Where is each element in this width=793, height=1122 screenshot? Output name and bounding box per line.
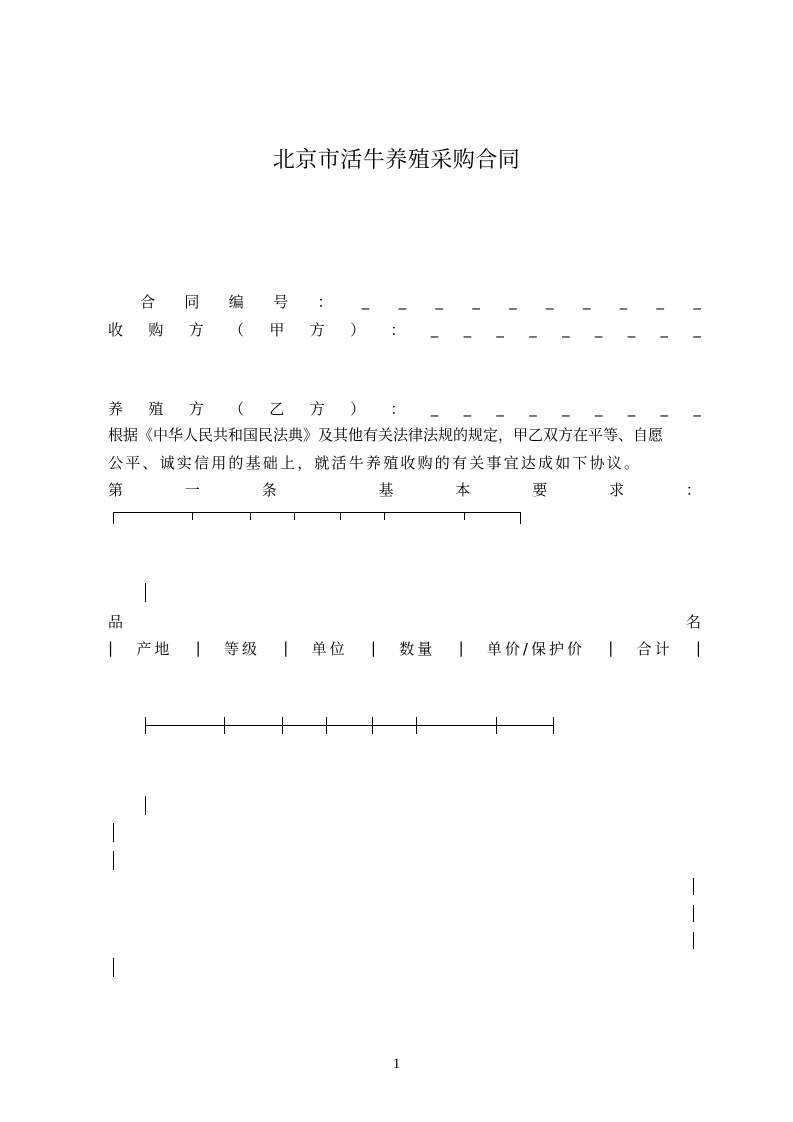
char: 方 bbox=[309, 320, 325, 339]
char: ： bbox=[390, 399, 406, 418]
blank[interactable]: _ bbox=[463, 399, 472, 417]
char: 要 bbox=[532, 480, 548, 499]
blank[interactable]: _ bbox=[463, 320, 472, 338]
header-unit: 单位 bbox=[311, 639, 348, 658]
blank[interactable]: _ bbox=[398, 292, 407, 310]
char: 求 bbox=[609, 480, 625, 499]
blank[interactable]: _ bbox=[619, 292, 628, 310]
blank[interactable]: _ bbox=[529, 399, 537, 417]
blank[interactable]: _ bbox=[693, 320, 701, 338]
char: 同 bbox=[184, 292, 200, 311]
table-separator: | bbox=[608, 639, 614, 657]
table-tick bbox=[250, 512, 251, 520]
table-tick bbox=[192, 512, 193, 520]
table-vertical-bar bbox=[693, 932, 694, 949]
table-vertical-bar bbox=[113, 958, 114, 977]
table-vertical-bar bbox=[693, 905, 694, 922]
blank[interactable]: _ bbox=[562, 320, 570, 338]
char: ） bbox=[350, 399, 366, 418]
char: 第 bbox=[108, 480, 124, 499]
blank[interactable]: _ bbox=[435, 292, 443, 310]
blank[interactable]: _ bbox=[594, 399, 603, 417]
page-number: 1 bbox=[392, 1056, 401, 1072]
blank[interactable]: _ bbox=[430, 320, 439, 338]
blank[interactable]: _ bbox=[546, 292, 554, 310]
char: 殖 bbox=[148, 399, 164, 418]
char: 号 bbox=[273, 292, 289, 311]
blank[interactable]: _ bbox=[529, 320, 537, 338]
header-total: 合计 bbox=[636, 639, 673, 658]
blank[interactable]: _ bbox=[430, 399, 439, 417]
header-quantity: 数量 bbox=[399, 639, 436, 658]
document-title: 北京市活牛养殖采购合同 bbox=[272, 148, 521, 173]
blank[interactable]: _ bbox=[660, 320, 669, 338]
char: ） bbox=[350, 320, 366, 339]
char: 养 bbox=[108, 399, 124, 418]
char: ： bbox=[317, 292, 333, 311]
table-tick bbox=[282, 717, 283, 734]
table-middle-line bbox=[145, 725, 553, 726]
table-tick bbox=[553, 717, 554, 734]
table-separator: | bbox=[283, 639, 289, 657]
char: （ bbox=[229, 399, 245, 418]
table-tick bbox=[340, 512, 341, 520]
header-origin: 产地 bbox=[136, 639, 173, 658]
table-separator: | bbox=[370, 639, 376, 657]
table-separator: | bbox=[458, 639, 464, 657]
char: 合 bbox=[140, 292, 156, 311]
blank[interactable]: _ bbox=[693, 399, 701, 417]
blank[interactable]: _ bbox=[361, 292, 370, 310]
table-top-line bbox=[113, 512, 520, 513]
table-separator: | bbox=[195, 639, 201, 657]
product-name-label-right: 名 bbox=[686, 613, 702, 631]
table-vertical-bar bbox=[145, 583, 146, 602]
char: ： bbox=[685, 480, 701, 499]
buyer-field bbox=[108, 318, 701, 340]
table-tick bbox=[294, 512, 295, 520]
table-header-row bbox=[108, 637, 701, 659]
char: 甲 bbox=[269, 320, 285, 339]
table-tick bbox=[145, 717, 146, 734]
article-one-heading bbox=[108, 478, 701, 500]
table-separator: | bbox=[108, 639, 114, 657]
char: 方 bbox=[188, 399, 204, 418]
table-separator: | bbox=[695, 639, 701, 657]
product-name-label-left: 品 bbox=[108, 613, 124, 631]
char: ： bbox=[390, 320, 406, 339]
blank[interactable]: _ bbox=[472, 292, 480, 310]
paragraph-line-2: 公平、诚实信用的基础上，就活牛养殖收购的有关事宜达成如下协议。 bbox=[108, 454, 642, 472]
char: 收 bbox=[108, 320, 124, 339]
char: 基 bbox=[378, 480, 394, 499]
table-vertical-bar bbox=[113, 823, 114, 842]
blank[interactable]: _ bbox=[627, 320, 636, 338]
char: 方 bbox=[188, 320, 204, 339]
char: 乙 bbox=[269, 399, 285, 418]
table-vertical-bar bbox=[693, 878, 694, 895]
table-vertical-bar bbox=[145, 796, 146, 815]
char: 本 bbox=[455, 480, 471, 499]
table-tick bbox=[326, 717, 327, 734]
table-tick bbox=[224, 717, 225, 734]
contract-number-field bbox=[140, 290, 701, 312]
blank[interactable]: _ bbox=[582, 292, 591, 310]
blank[interactable]: _ bbox=[562, 399, 570, 417]
table-tick bbox=[384, 512, 385, 520]
blank[interactable]: _ bbox=[627, 399, 636, 417]
char: 购 bbox=[148, 320, 164, 339]
header-unit-price: 单价/保护价 bbox=[486, 639, 585, 658]
table-tick bbox=[496, 717, 497, 734]
char: 条 bbox=[261, 480, 277, 499]
blank[interactable]: _ bbox=[594, 320, 603, 338]
char: 一 bbox=[184, 480, 200, 499]
blank[interactable]: _ bbox=[496, 320, 504, 338]
table-tick bbox=[372, 717, 373, 734]
blank[interactable]: _ bbox=[496, 399, 504, 417]
blank[interactable]: _ bbox=[656, 292, 665, 310]
blank[interactable]: _ bbox=[693, 292, 701, 310]
header-grade: 等级 bbox=[223, 639, 260, 658]
blank[interactable]: _ bbox=[660, 399, 669, 417]
breeder-field bbox=[108, 397, 701, 419]
blank[interactable]: _ bbox=[509, 292, 517, 310]
table-corner-left bbox=[113, 512, 114, 524]
table-corner-right bbox=[520, 512, 521, 524]
paragraph-line-1: 根据《中华人民共和国民法典》及其他有关法律法规的规定，甲乙双方在平等、自愿 bbox=[108, 426, 664, 444]
table-tick bbox=[416, 717, 417, 734]
char: （ bbox=[229, 320, 245, 339]
table-tick bbox=[464, 512, 465, 520]
char: 方 bbox=[309, 399, 325, 418]
table-vertical-bar bbox=[113, 851, 114, 870]
char: 编 bbox=[228, 292, 244, 311]
